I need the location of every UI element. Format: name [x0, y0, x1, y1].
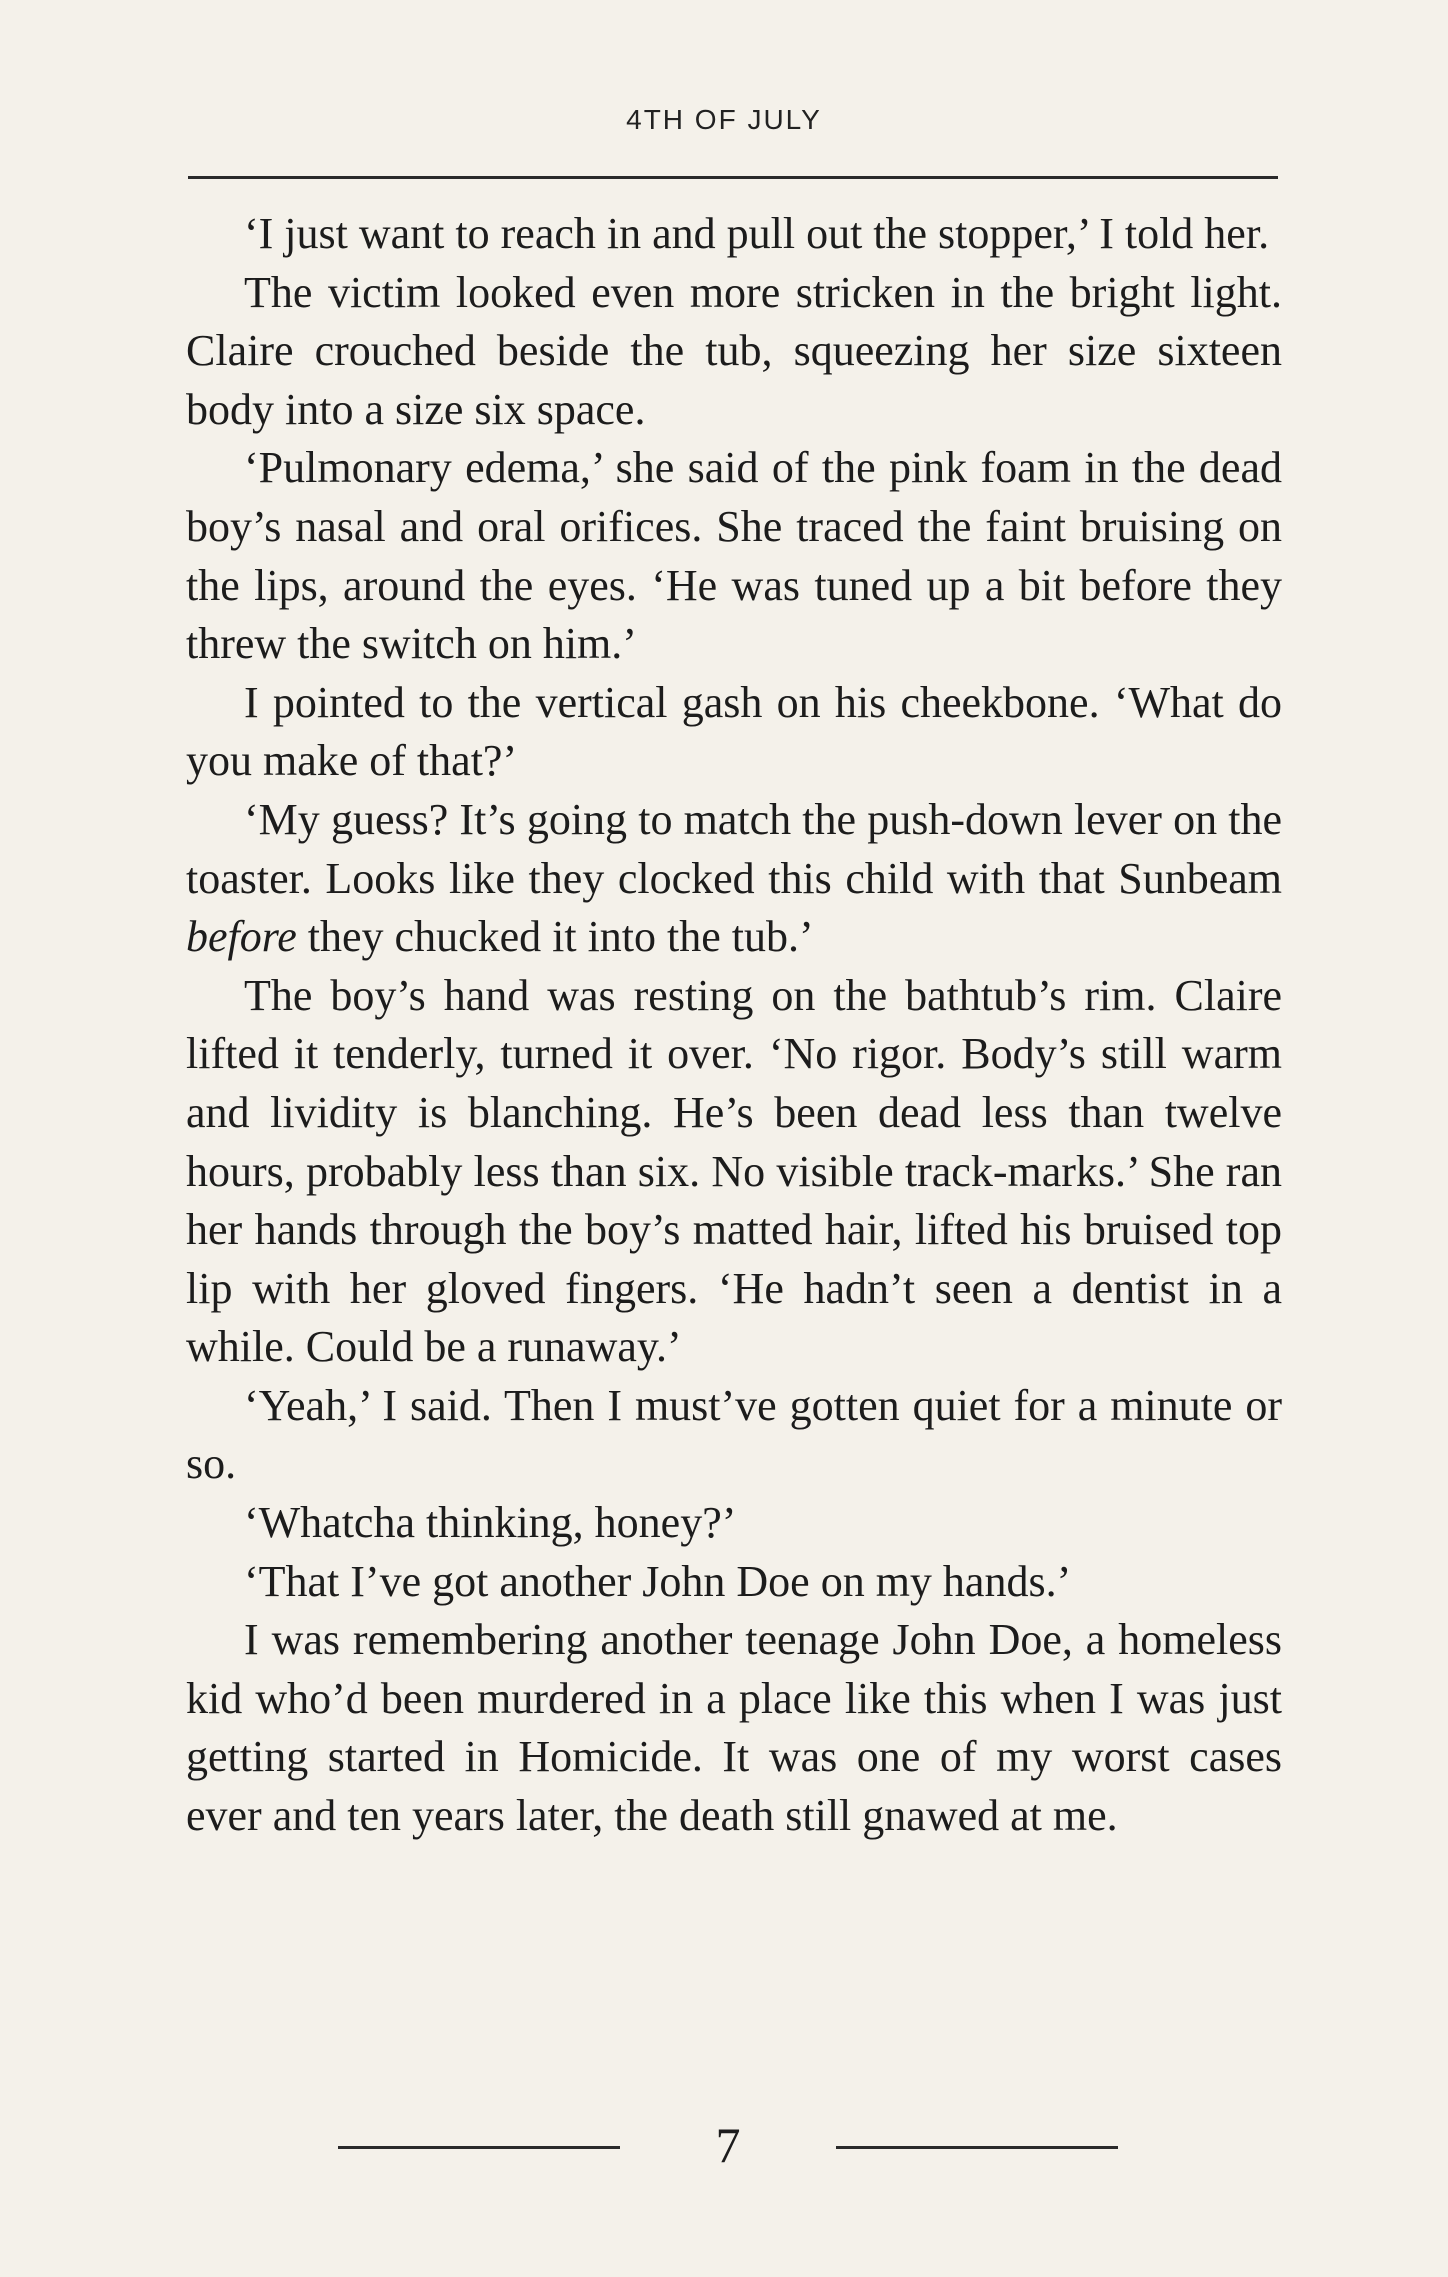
page-number: 7	[715, 2117, 741, 2173]
body-text	[186, 205, 1282, 1846]
header-rule	[188, 176, 1278, 179]
paragraph: ‘That I’ve got another John Doe on my hands.’	[244, 1556, 1072, 1606]
paragraph: The victim looked even more stricken in the bright light. Claire crouched beside the tub, squeezing her size sixteen body into a size six space.	[186, 267, 1282, 434]
page-footer	[0, 2110, 1448, 2180]
paragraph: ‘Yeah,’ I said. Then I must’ve gotten quiet for a minute or so.	[186, 1380, 1282, 1489]
paragraph: ‘Whatcha thinking, honey?’	[244, 1498, 737, 1548]
paragraph: I was remembering another teenage John Doe, a homeless kid who’d been murdered in a place like this when I was just getting started in Homicide. It was one of my worst cases ever and ten years later, the death still gnawed at me.	[186, 1615, 1282, 1841]
italic-emphasis: before	[186, 912, 297, 962]
running-head: 4TH OF JULY	[626, 104, 822, 135]
paragraph-segment: they chucked it into the tub.’	[296, 912, 814, 962]
paragraph: ‘I just want to reach in and pull out the stopper,’ I told her.	[244, 209, 1270, 258]
paragraph	[186, 791, 1282, 967]
paragraph: The boy’s hand was resting on the bathtub’s rim. Claire lifted it tenderly, turned it over. ‘No rigor. Body’s still warm and lividity is blanching. He’s been dead less than twelve hours, probably less than six. No visible track-marks.’ She ran her hands through the boy’s matted hair, lifted his bruised top lip with her gloved fingers. ‘He hadn’t seen a dentist in a while. Could be a runaway.’	[186, 970, 1282, 1372]
paragraph-segment: ‘My guess? It’s going to match the push-down lever on the toaster. Looks like they clocked this child with that Sunbeam	[186, 794, 1282, 903]
paragraph: I pointed to the vertical gash on his cheekbone. ‘What do you make of that?’	[186, 677, 1282, 786]
paragraph: ‘Pulmonary edema,’ she said of the pink foam in the dead boy’s nasal and oral orifices. She traced the faint bruising on the lips, around the eyes. ‘He was tuned up a bit before they threw the switch on him.’	[186, 443, 1282, 669]
footer-rule-left	[338, 2146, 620, 2149]
footer-rule-right	[836, 2146, 1118, 2149]
